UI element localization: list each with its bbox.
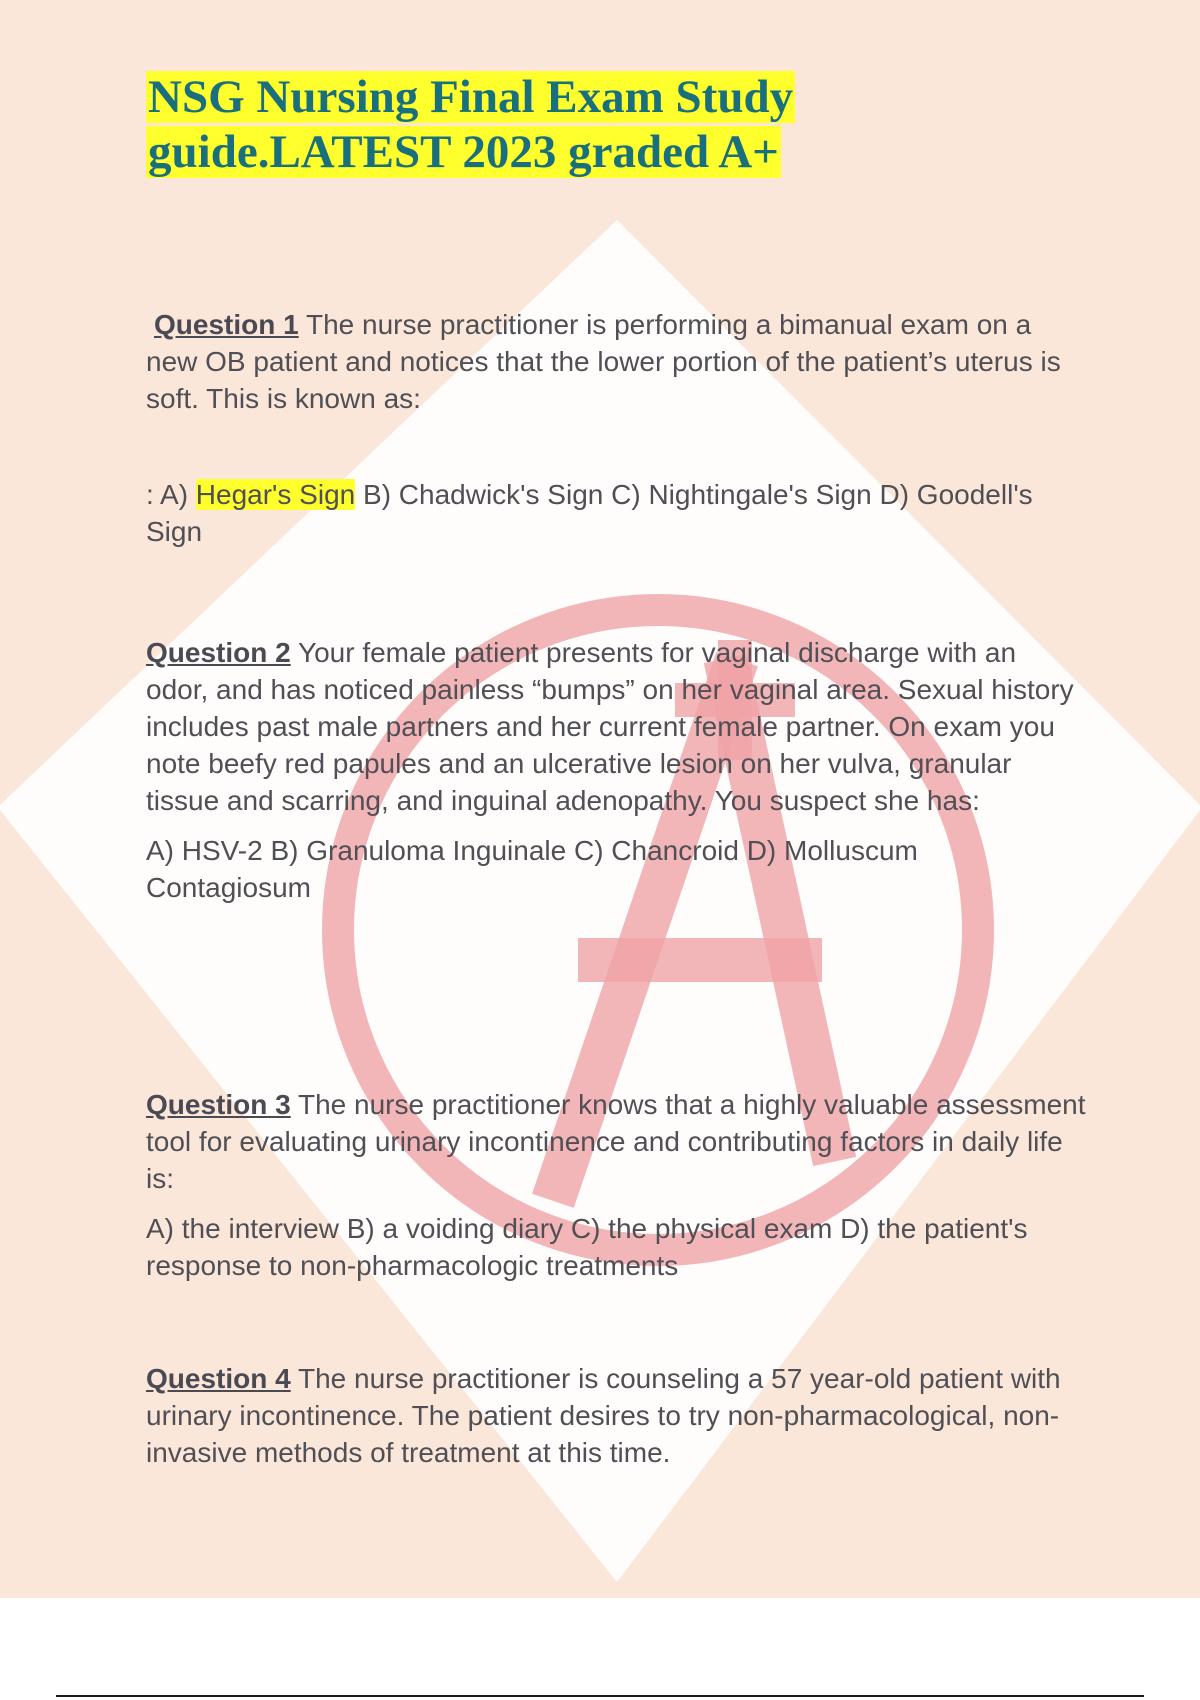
document-content [146,70,1086,1468]
question-1-options-rest: B) Chadwick's Sign C) Nightingale's Sign D) Goodell's Sign [146,479,1033,547]
document-title [146,70,836,180]
question-2 [146,634,1086,906]
page-divider [56,1695,1144,1697]
question-2-label: Question 2 [146,637,291,668]
question-2-options: A) HSV-2 B) Granuloma Inguinale C) Chancroid D) Molluscum Contagiosum [146,835,918,903]
question-2-text: Your female patient presents for vaginal discharge with an odor, and has noticed painless “bumps” on her vaginal area. Sexual history includes past male partners and her current female partner. On exam you note beefy red papules and an ulcerative lesion on her vulva, granular tissue and scarring, and inguinal adenopathy. You suspect she has: [146,637,1074,816]
question-3-label: Question 3 [146,1089,291,1120]
question-4-stem [146,1360,1086,1471]
question-1-label: Question 1 [154,309,299,340]
question-4 [146,1360,1086,1471]
question-3 [146,1086,1086,1284]
question-4-text: The nurse practitioner is counseling a 57 year-old patient with urinary incontinence. The patient desires to try non-pharmacological, non-invasive methods of treatment at this time. [146,1363,1061,1468]
question-2-stem [146,634,1086,819]
question-3-options: A) the interview B) a voiding diary C) the physical exam D) the patient's response to non-pharmacologic treatments [146,1213,1028,1281]
question-4-label: Question 4 [146,1363,291,1394]
question-1-options [146,476,1086,550]
question-1-stem [146,306,1086,417]
question-1-options-prefix: : A) [146,479,196,510]
question-3-stem [146,1086,1086,1197]
document-title-text: NSG Nursing Final Exam Study guide.LATEST 2023 graded A+ [148,71,794,178]
question-3-text: The nurse practitioner knows that a highly valuable assessment tool for evaluating urinary incontinence and contributing factors in daily life is: [146,1089,1086,1194]
question-1 [146,306,1086,550]
question-1-text: The nurse practitioner is performing a bimanual exam on a new OB patient and notices that the lower portion of the patient’s uterus is soft. This is known as: [146,309,1061,414]
question-1-highlighted-answer: Hegar's Sign [195,479,356,510]
